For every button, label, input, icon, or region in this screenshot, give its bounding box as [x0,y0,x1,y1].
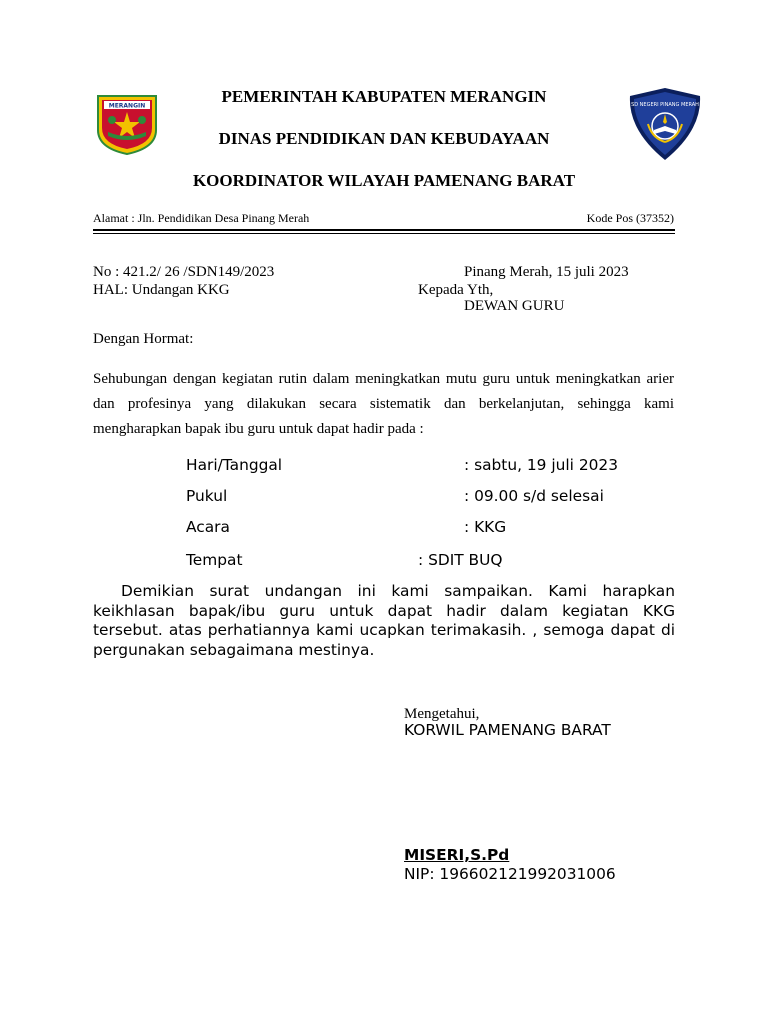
detail-value-event: : KKG [464,518,507,536]
school-logo-text: SD NEGERI PINANG MERAH [631,102,699,108]
signature-name: MISERI,S.Pd [404,846,510,864]
letter-number: No : 421.2/ 26 /SDN149/2023 [93,264,275,280]
detail-value-place: : SDIT BUQ [418,551,503,569]
recipient-name: DEWAN GURU [464,298,565,314]
detail-label-place: Tempat [186,551,243,569]
detail-label-date: Hari/Tanggal [186,456,283,474]
detail-label-time: Pukul [186,487,228,505]
header-department: DINAS PENDIDIKAN DAN KEBUDAYAAN [218,129,550,148]
address: Alamat : Jln. Pendidikan Desa Pinang Merah [93,211,310,225]
logo-text: MERANGIN [108,102,146,110]
postal-code: Kode Pos (37352) [586,211,674,225]
recipient-label: Kepada Yth, [418,282,494,298]
signature-position: KORWIL PAMENANG BARAT [404,721,611,739]
detail-label-event: Acara [186,518,230,536]
header-divider-thick [93,229,675,231]
signature-nip: NIP: 196602121992031006 [404,865,616,883]
header-government: PEMERINTAH KABUPATEN MERANGIN [221,87,547,106]
intro-paragraph: Sehubungan dengan kegiatan rutin dalam meningkatkan mutu guru untuk meningkatkan arier dan profesinya yang dilakukan secara sistematik dan berkelanjutan, sehingga kami mengharapkan bapak ibu guru untuk dapat hadir pada : [93,371,674,437]
place-date: Pinang Merah, 15 juli 2023 [464,264,629,280]
greeting: Dengan Hormat: [93,331,194,347]
closing-paragraph: Demikian surat undangan ini kami sampaikan. Kami harapkan keikhlasan bapak/ibu guru untuk dapat hadir dalam kegiatan KKG tersebut. atas perhatiannya kami ucapkan terimakasih. , semoga dapat di pergunakan sebagaimana mestinya. [93,582,675,659]
signature-known-by: Mengetahui, [404,706,480,722]
header-divider-thin [93,233,675,234]
header-coordinator: KOORDINATOR WILAYAH PAMENANG BARAT [192,171,576,190]
detail-value-time: : 09.00 s/d selesai [464,487,604,505]
detail-value-date: : sabtu, 19 juli 2023 [464,456,618,474]
letter-subject: HAL: Undangan KKG [93,282,230,298]
